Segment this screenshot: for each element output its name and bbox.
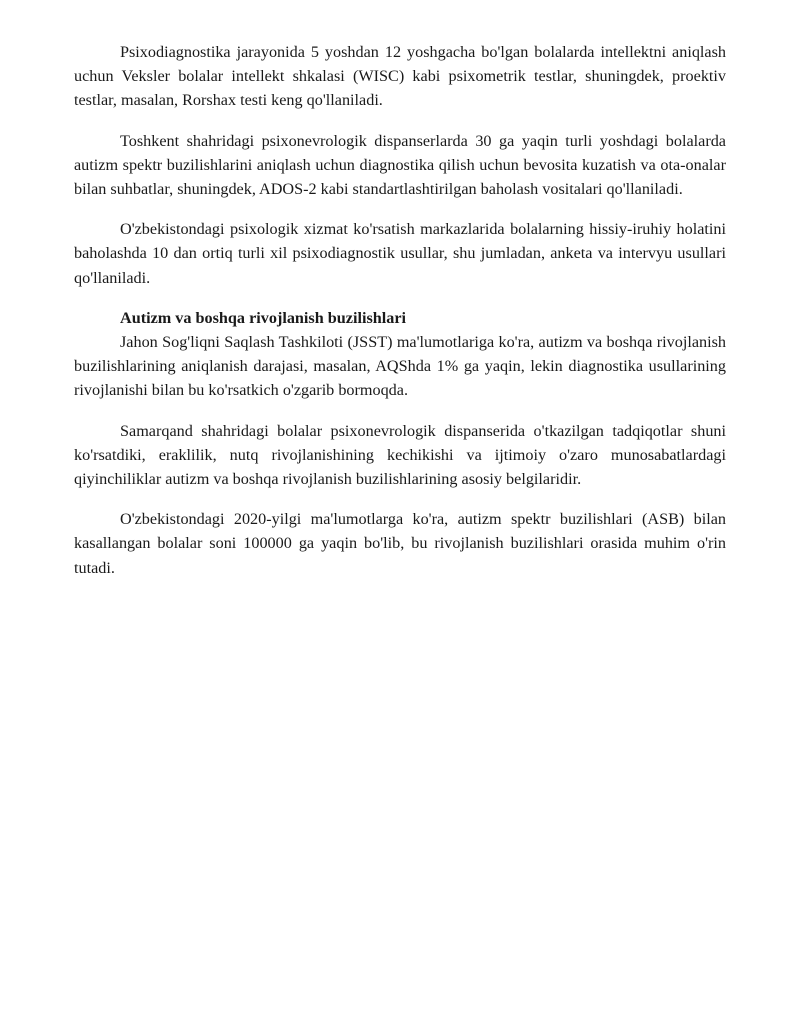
section-heading: Autizm va boshqa rivojlanish buzilishlari xyxy=(120,308,407,327)
paragraph-uzbekistan-2020: O'zbekistondagi 2020-yilgi ma'lumotlarga ko'ra, autizm spektr buzilishlari (ASB) bilan kasallangan bolalar soni 100000 ga yaqin bo'lib, bu rivojlanish buzilishlari orasida muhim o'rin tutadi. xyxy=(74,510,726,577)
paragraph-samarkand-research: Samarqand shahridagi bolalar psixonevrologik dispanserida o'tkazilgan tadqiqotlar shuni ko'rsatdiki, eraklilik, nutq rivojlanishining kechikishi va ijtimoiy o'zaro munosabatlardagi qiyinchiliklar autizm va boshqa rivojlanish buzilishlarining asosiy belgilaridir. xyxy=(74,421,726,489)
paragraph-tashkent-dispensaries: Toshkent shahridagi psixonevrologik dispanserlarda 30 ga yaqin turli yoshdagi bolalarda autizm spektr buzilishlarini aniqlash uchun diagnostika qilish uchun bevosita kuzatish va ota-onalar bilan suhbatlar, shuningdek, ADOS-2 kabi standartlashtirilgan baholash vositalari qo'llaniladi. xyxy=(74,131,726,199)
paragraph-who-data: Jahon Sog'liqni Saqlash Tashkiloti (JSST) ma'lumotlariga ko'ra, autizm va boshqa rivojlanish buzilishlarining aniqlanish darajasi, masalan, AQShda 1% ga yaqin, lekin diagnostika usullarining rivojlanishi bilan bu ko'rsatkich o'zgarib bormoqda. xyxy=(74,333,726,400)
paragraph-intellect-tests: Psixodiagnostika jarayonida 5 yoshdan 12 yoshgacha bo'lgan bolalarda intellektni aniqlash uchun Veksler bolalar intellekt shkalasi (WISC) kabi psixometrik testlar, shuningdek, proektiv testlar, masalan, Rorshax testi keng qo'llaniladi. xyxy=(74,43,726,110)
document-page xyxy=(74,40,726,596)
paragraph-psychological-centers: O'zbekistondagi psixologik xizmat ko'rsatish markazlarida bolalarning hissiy-iruhiy holatini baholashda 10 dan ortiq turli xil psixodiagnostik usullar, shu jumladan, anketa va intervyu usullari qo'llaniladi. xyxy=(74,220,726,287)
